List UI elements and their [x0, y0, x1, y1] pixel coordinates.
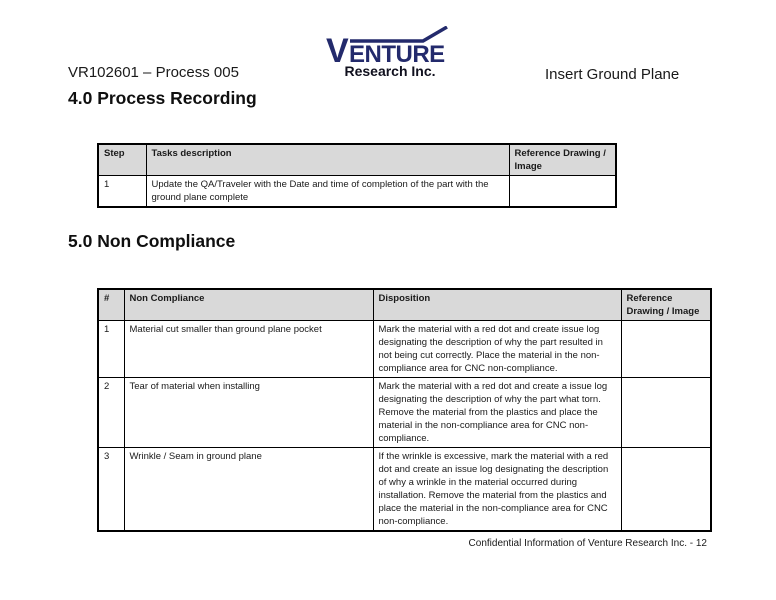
- process-table-header-row: [98, 144, 616, 176]
- cell-disposition: If the wrinkle is excessive, mark the material with a red dot and create an issue log designating the description of why a wrinkle in the material occurred during installation. Remove the material from the plastics and place the material in the non-compliance area for CNC non-compliance.: [373, 448, 621, 532]
- cell-number: 1: [98, 321, 124, 378]
- logo-swoosh-icon: [350, 27, 447, 41]
- col-header-non-compliance: Non Compliance: [124, 289, 373, 321]
- noncompliance-row-1: [98, 321, 711, 378]
- noncompliance-row-3: [98, 448, 711, 532]
- non-compliance-table: [97, 288, 712, 532]
- section-heading-non-compliance: 5.0 Non Compliance: [68, 231, 236, 251]
- cell-reference: [621, 321, 711, 378]
- process-table-row: [98, 176, 616, 208]
- cell-number: 3: [98, 448, 124, 532]
- logo-letter-v: V: [326, 32, 349, 66]
- col-header-tasks-description: Tasks description: [146, 144, 509, 176]
- cell-issue: Material cut smaller than ground plane pocket: [124, 321, 373, 378]
- cell-disposition: Mark the material with a red dot and create a issue log designating the description of why the part what torn. Remove the material from the plastics and place the material in the non-compliance area for CNC non-compliance.: [373, 378, 621, 448]
- section-heading-process-recording: 4.0 Process Recording: [68, 88, 257, 108]
- company-logo: [326, 26, 454, 79]
- noncompliance-row-2: [98, 378, 711, 448]
- cell-reference: [509, 176, 616, 208]
- cell-reference: [621, 448, 711, 532]
- footer-confidentiality: Confidential Information of Venture Research Inc. - 12: [468, 538, 707, 549]
- col-header-reference-drawing: Reference Drawing / Image: [621, 289, 711, 321]
- cell-issue: Wrinkle / Seam in ground plane: [124, 448, 373, 532]
- doc-title: Insert Ground Plane: [545, 66, 680, 83]
- cell-step: 1: [98, 176, 146, 208]
- cell-issue: Tear of material when installing: [124, 378, 373, 448]
- col-header-reference-drawing: Reference Drawing / Image: [509, 144, 616, 176]
- col-header-number: #: [98, 289, 124, 321]
- doc-code: VR102601 – Process 005: [68, 64, 239, 81]
- col-header-step: Step: [98, 144, 146, 176]
- noncompliance-table-header-row: [98, 289, 711, 321]
- logo-letters-enture: ENTURE: [349, 41, 445, 66]
- cell-number: 2: [98, 378, 124, 448]
- cell-disposition: Mark the material with a red dot and create issue log designating the description of why the part resulted in not being cut correctly. Place the material in the non-compliance area for CNC non-compliance.: [373, 321, 621, 378]
- cell-reference: [621, 378, 711, 448]
- process-recording-table: [97, 143, 617, 208]
- cell-task: Update the QA/Traveler with the Date and time of completion of the part with the ground plane complete: [146, 176, 509, 208]
- venture-wordmark: [326, 26, 454, 66]
- logo-subtitle: Research Inc.: [344, 63, 436, 79]
- col-header-disposition: Disposition: [373, 289, 621, 321]
